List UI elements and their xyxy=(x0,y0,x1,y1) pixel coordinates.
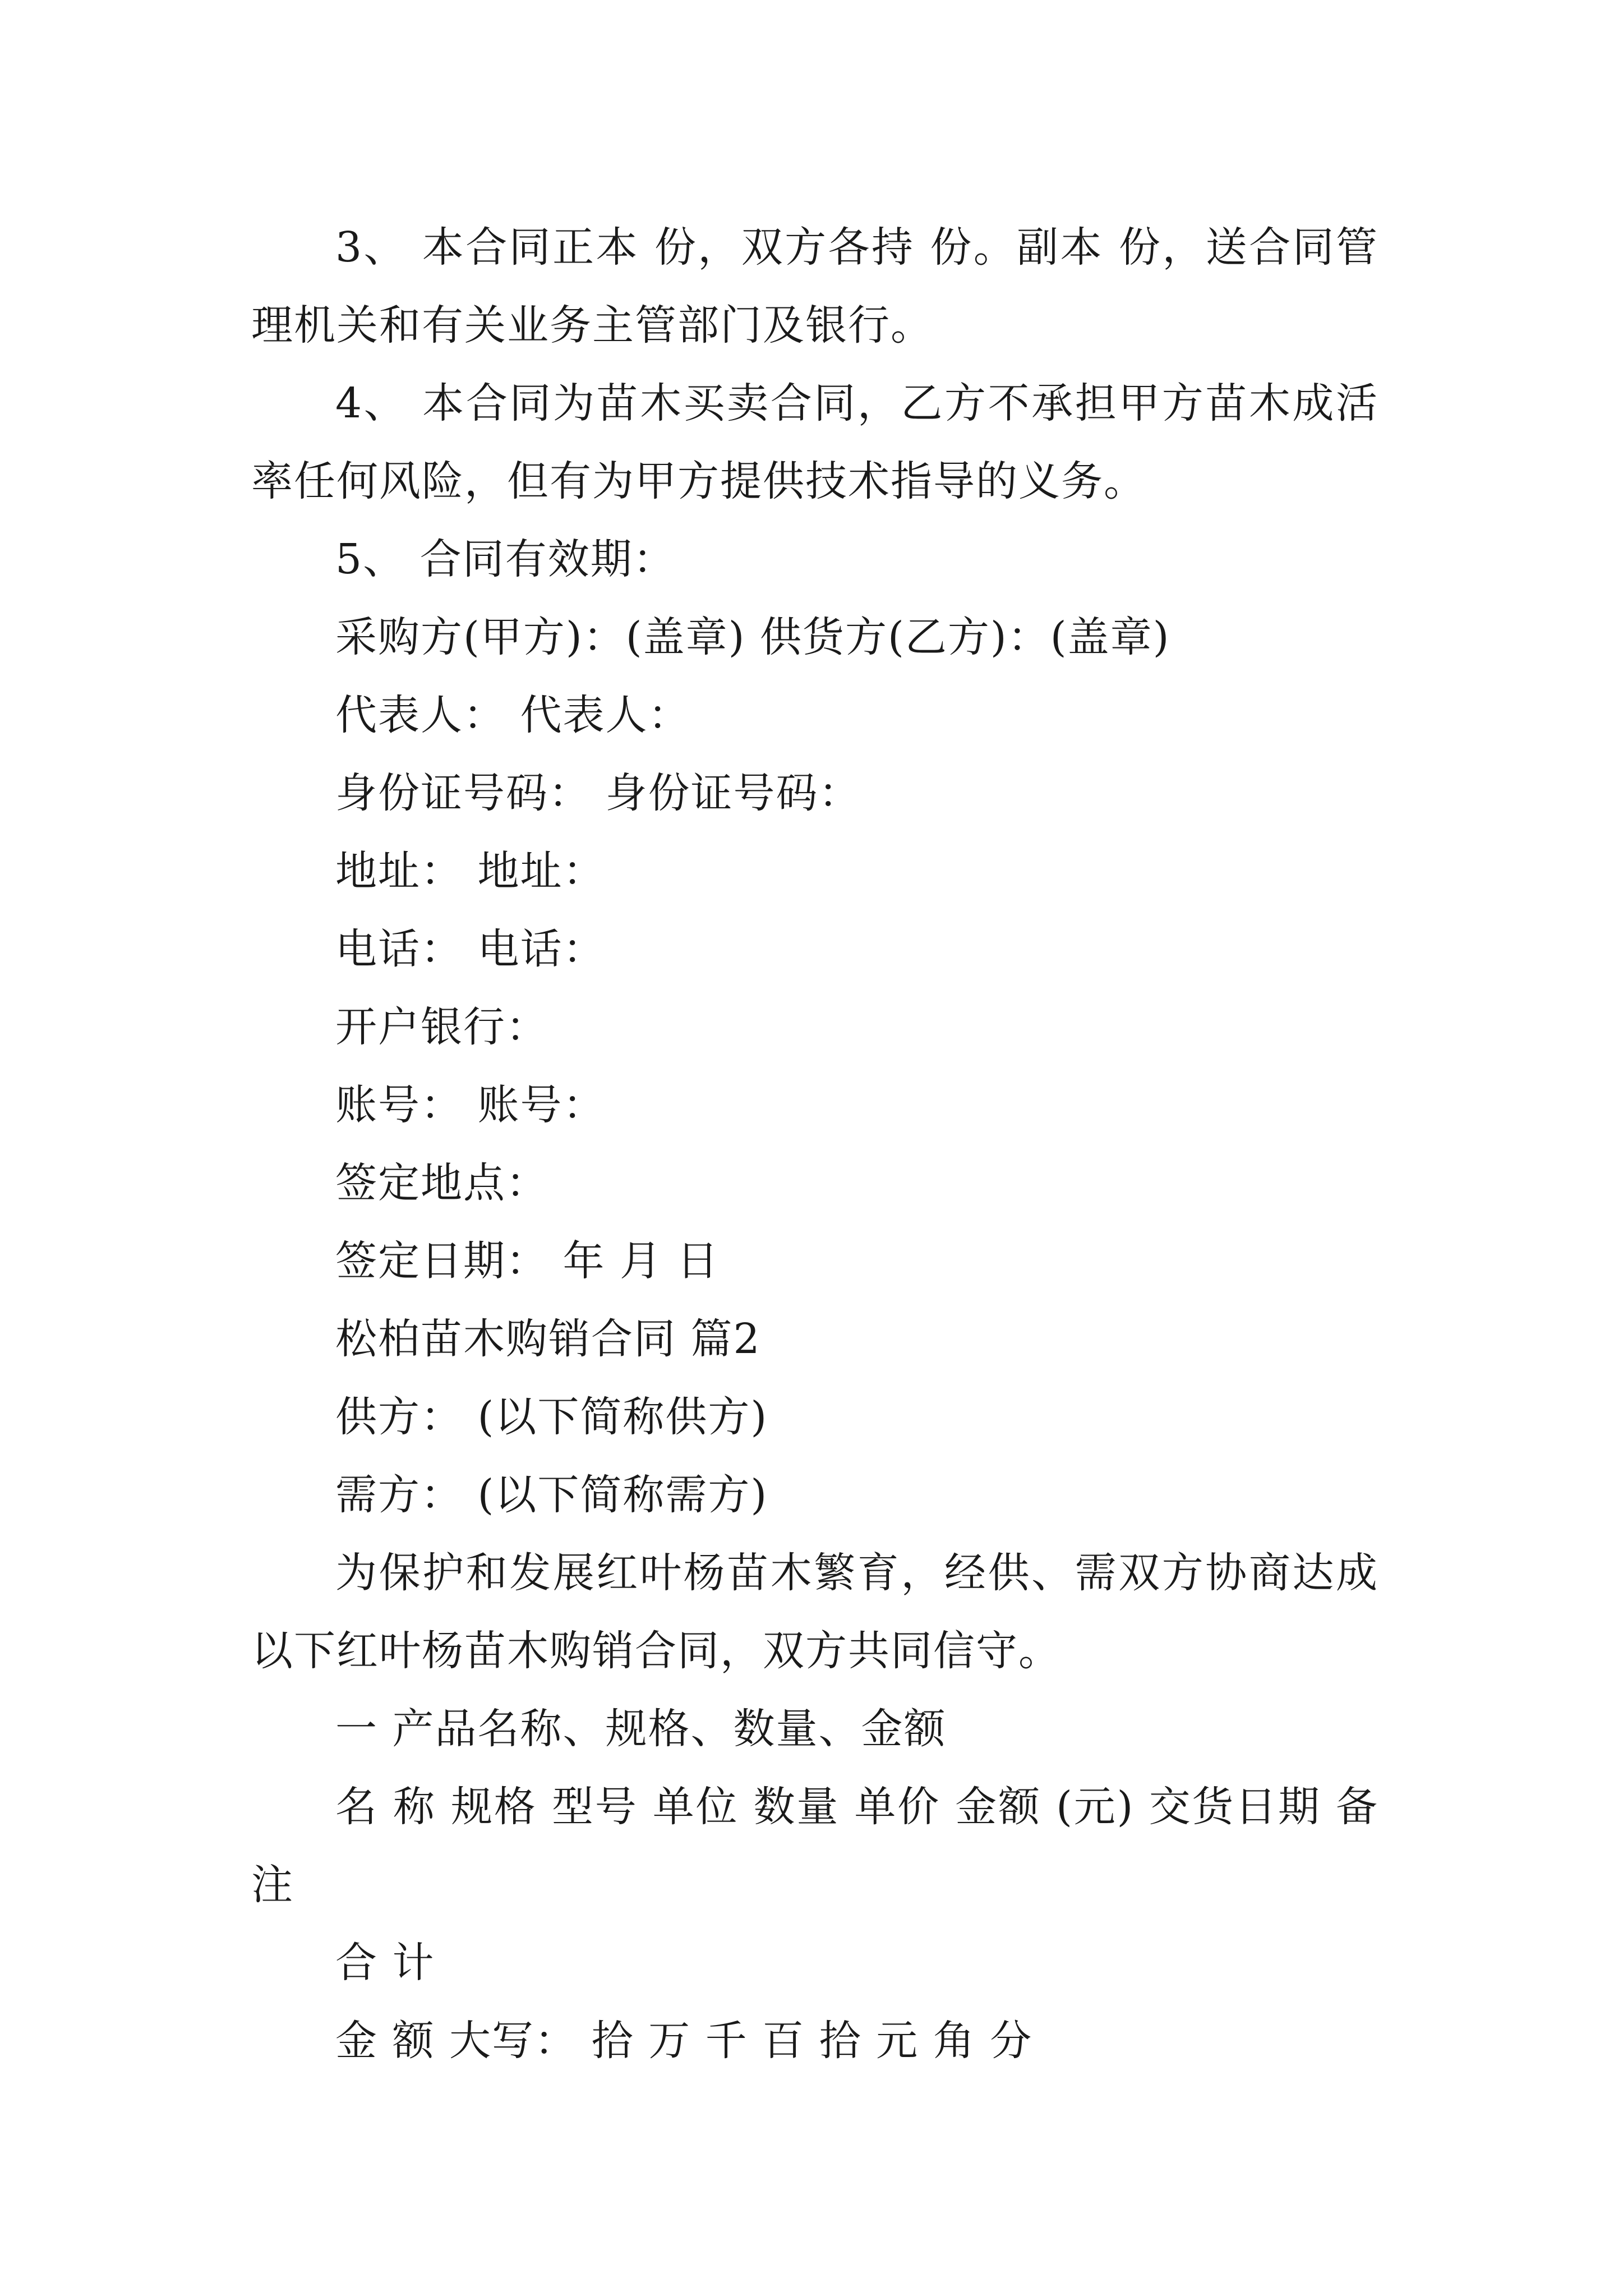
account-line: 账号： 账号： xyxy=(335,1081,606,1129)
clause-4: 4、 本合同为苗木买卖合同，乙方不承担甲方苗木成活率任何风险，但有为甲方提供技术指导的义务。 xyxy=(251,379,1378,505)
supplier-line: 供方： (以下简称供方) xyxy=(335,1393,768,1441)
clause-5: 5、 合同有效期： xyxy=(335,535,676,583)
section-title: 松柏苗木购销合同 篇2 xyxy=(335,1315,761,1363)
product-heading: 一 产品名称、规格、数量、金额 xyxy=(335,1705,947,1753)
parties-line: 采购方(甲方)：(盖章) 供货方(乙方)：(盖章) xyxy=(335,613,1170,661)
buyer-line: 需方： (以下简称需方) xyxy=(335,1471,768,1519)
phone-line: 电话： 电话： xyxy=(335,925,606,973)
id-number-line: 身份证号码： 身份证号码： xyxy=(335,769,861,817)
signing-date-line: 签定日期： 年 月 日 xyxy=(335,1237,720,1285)
amount-in-words-line: 金 额 大写： 拾 万 千 百 拾 元 角 分 xyxy=(335,2017,1033,2065)
clause-3: 3、 本合同正本 份，双方各持 份。副本 份，送合同管理机关和有关业务主管部门及银行。 xyxy=(251,223,1378,349)
preamble-paragraph: 为保护和发展红叶杨苗木繁育，经供、需双方协商达成以下红叶杨苗木购销合同，双方共同信守。 xyxy=(251,1549,1378,1675)
contract-body xyxy=(251,209,1393,2080)
address-line: 地址： 地址： xyxy=(335,847,606,895)
total-line: 合 计 xyxy=(335,1939,435,1987)
signing-place-line: 签定地点： xyxy=(335,1159,548,1207)
bank-line: 开户银行： xyxy=(335,1003,548,1051)
product-columns-line: 名 称 规格 型号 单位 数量 单价 金额 (元) 交货日期 备 注 xyxy=(251,1783,1393,1909)
representative-line: 代表人： 代表人： xyxy=(335,691,691,739)
